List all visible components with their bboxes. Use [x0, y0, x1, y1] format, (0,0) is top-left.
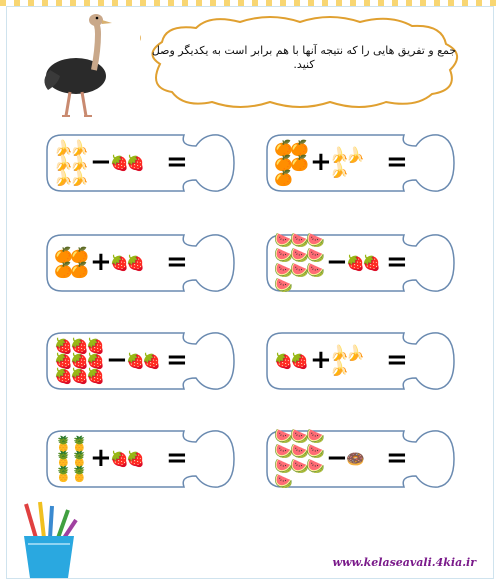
banana-icon: 🍌 — [70, 153, 89, 172]
orange-icon: 🍊 — [54, 246, 73, 264]
orange-icon: 🍊 — [70, 261, 89, 279]
banana-icon: 🍌 — [330, 146, 349, 164]
plus-sign: + — [90, 247, 112, 277]
banana-icon: 🍌 — [54, 168, 73, 187]
equation-card[interactable] — [264, 428, 456, 490]
watermelon-icon: 🍉 — [274, 457, 293, 475]
strawberry-icon: 🍓 — [86, 336, 105, 355]
equals-sign: = — [386, 443, 408, 473]
strawberry-icon: 🍓 — [110, 253, 129, 272]
pencil-cup-icon — [18, 500, 80, 580]
donut-icon: 🍩 — [346, 449, 365, 468]
watermelon-icon: 🍉 — [290, 427, 309, 445]
strawberry-icon: 🍓 — [290, 351, 309, 370]
strawberry-icon: 🍓 — [54, 366, 73, 385]
equation-card[interactable] — [264, 132, 456, 194]
watermelon-icon: 🍉 — [306, 246, 325, 264]
strawberry-icon: 🍓 — [54, 351, 73, 370]
equation-card[interactable] — [44, 428, 236, 490]
strawberry-icon: 🍓 — [126, 449, 145, 468]
banana-icon: 🍌 — [54, 138, 73, 157]
minus-sign: − — [326, 443, 348, 473]
strawberry-icon: 🍓 — [70, 366, 89, 385]
watermelon-icon: 🍉 — [290, 442, 309, 460]
pineapple-icon: 🍍 — [70, 449, 89, 468]
top-decoration — [0, 0, 500, 6]
banana-icon: 🍌 — [330, 161, 349, 179]
strawberry-icon: 🍓 — [70, 351, 89, 370]
orange-icon: 🍊 — [290, 153, 309, 172]
banana-icon: 🍌 — [330, 359, 349, 377]
watermelon-icon: 🍉 — [306, 231, 325, 249]
orange-icon: 🍊 — [290, 138, 309, 157]
watermelon-icon: 🍉 — [306, 442, 325, 460]
watermelon-icon: 🍉 — [306, 457, 325, 475]
strawberry-icon: 🍓 — [346, 253, 365, 272]
pineapple-icon: 🍍 — [70, 464, 89, 483]
instruction-text: جمع و تفریق هایی را که نتیجه آنها با هم برابر است به یکدیگر وصل کنید. — [151, 44, 457, 71]
pineapple-icon: 🍍 — [54, 434, 73, 453]
watermelon-icon: 🍉 — [274, 472, 293, 490]
equation-card[interactable] — [44, 330, 236, 392]
watermelon-icon: 🍉 — [290, 261, 309, 279]
strawberry-icon: 🍓 — [70, 336, 89, 355]
equals-sign: = — [386, 147, 408, 177]
watermelon-icon: 🍉 — [274, 246, 293, 264]
plus-sign: + — [310, 147, 332, 177]
orange-icon: 🍊 — [274, 153, 293, 172]
pineapple-icon: 🍍 — [70, 434, 89, 453]
equals-sign: = — [166, 147, 188, 177]
watermelon-icon: 🍉 — [306, 261, 325, 279]
ostrich-icon — [36, 10, 120, 122]
banana-icon: 🍌 — [346, 146, 365, 164]
strawberry-icon: 🍓 — [362, 253, 381, 272]
orange-icon: 🍊 — [274, 168, 293, 187]
banana-icon: 🍌 — [330, 344, 349, 362]
equals-sign: = — [166, 443, 188, 473]
strawberry-icon: 🍓 — [274, 351, 293, 370]
pineapple-icon: 🍍 — [54, 449, 73, 468]
watermelon-icon: 🍉 — [306, 427, 325, 445]
banana-icon: 🍌 — [54, 153, 73, 172]
strawberry-icon: 🍓 — [54, 336, 73, 355]
equation-card[interactable] — [44, 132, 236, 194]
orange-icon: 🍊 — [274, 138, 293, 157]
equals-sign: = — [386, 247, 408, 277]
strawberry-icon: 🍓 — [86, 366, 105, 385]
strawberry-icon: 🍓 — [86, 351, 105, 370]
strawberry-icon: 🍓 — [110, 153, 129, 172]
equals-sign: = — [386, 345, 408, 375]
plus-sign: + — [310, 345, 332, 375]
watermelon-icon: 🍉 — [274, 427, 293, 445]
equation-card[interactable] — [264, 330, 456, 392]
pineapple-icon: 🍍 — [54, 464, 73, 483]
orange-icon: 🍊 — [54, 261, 73, 279]
banana-icon: 🍌 — [70, 138, 89, 157]
watermelon-icon: 🍉 — [274, 442, 293, 460]
watermelon-icon: 🍉 — [290, 246, 309, 264]
watermelon-icon: 🍉 — [290, 231, 309, 249]
minus-sign: − — [326, 247, 348, 277]
plus-sign: + — [90, 443, 112, 473]
equation-card[interactable] — [264, 232, 456, 294]
watermelon-icon: 🍉 — [274, 261, 293, 279]
equals-sign: = — [166, 247, 188, 277]
equals-sign: = — [166, 345, 188, 375]
watermelon-icon: 🍉 — [290, 457, 309, 475]
footer-url: www.kelaseavali.4kia.ir — [332, 556, 476, 569]
strawberry-icon: 🍓 — [126, 351, 145, 370]
watermelon-icon: 🍉 — [274, 231, 293, 249]
watermelon-icon: 🍉 — [274, 276, 293, 294]
orange-icon: 🍊 — [70, 246, 89, 264]
strawberry-icon: 🍓 — [110, 449, 129, 468]
banana-icon: 🍌 — [346, 344, 365, 362]
minus-sign: − — [90, 147, 112, 177]
strawberry-icon: 🍓 — [142, 351, 161, 370]
banana-icon: 🍌 — [70, 168, 89, 187]
minus-sign: − — [106, 345, 128, 375]
strawberry-icon: 🍓 — [126, 253, 145, 272]
equation-card[interactable] — [44, 232, 236, 294]
strawberry-icon: 🍓 — [126, 153, 145, 172]
